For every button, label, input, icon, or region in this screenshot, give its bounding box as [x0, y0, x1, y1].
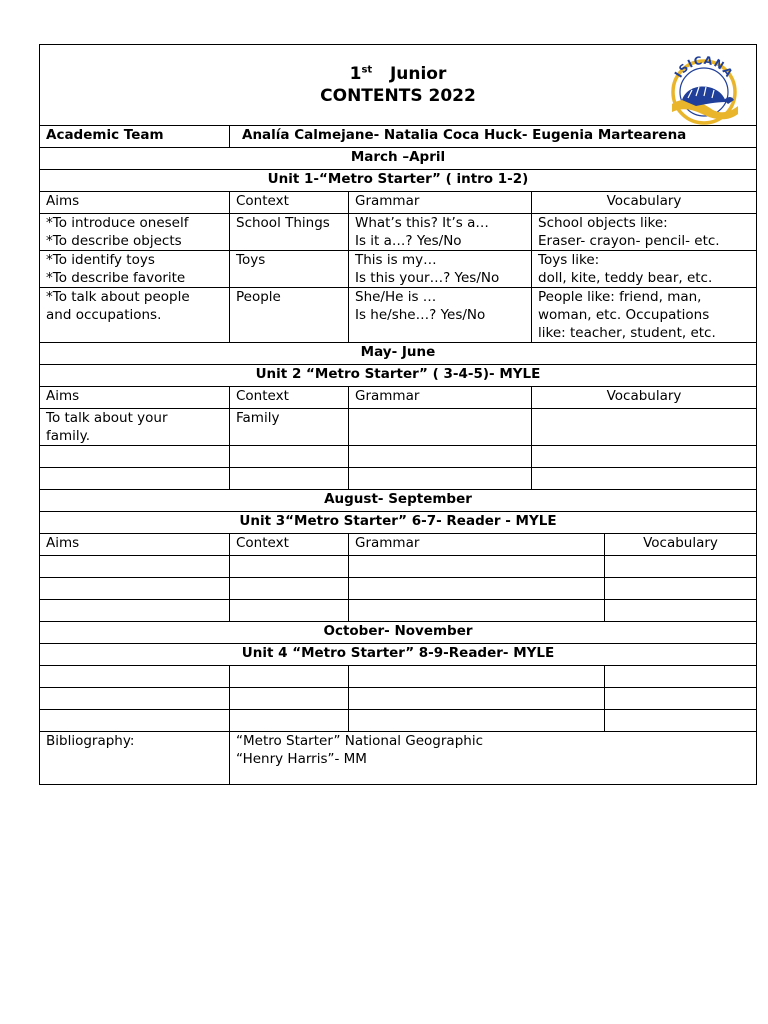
grammar-cell: What’s this? It’s a… Is it a…? Yes/No: [349, 214, 532, 251]
aims-header: Aims: [40, 534, 230, 556]
contents-document: [39, 44, 756, 785]
unit4-period-row: [40, 622, 757, 644]
aims-header: Aims: [40, 192, 230, 214]
armadillo-emblem-icon: [666, 56, 742, 126]
unit3-header-row: [40, 534, 757, 556]
context-cell: People: [230, 288, 349, 343]
bibliography-entries: “Metro Starter” National Geographic “Henry Harris”- MM: [230, 732, 757, 785]
unit2-title: Unit 2 “Metro Starter” ( 3-4-5)- MYLE: [40, 365, 757, 387]
grammar-cell: She/He is … Is he/she…? Yes/No: [349, 288, 532, 343]
context-cell: School Things: [230, 214, 349, 251]
vocabulary-header: Vocabulary: [605, 534, 757, 556]
context-header: Context: [230, 387, 349, 409]
unit2-header-row: [40, 387, 757, 409]
unit1-period-row: [40, 148, 757, 170]
bibliography-row: [40, 732, 757, 785]
unit1-title-row: [40, 170, 757, 192]
aims-cell: *To talk about people and occupations.: [40, 288, 230, 343]
unit3-empty-row: [40, 556, 757, 578]
context-header: Context: [230, 534, 349, 556]
document-header: [40, 45, 757, 126]
unit4-title-row: [40, 644, 757, 666]
unit4-empty-row: [40, 688, 757, 710]
vocabulary-cell: [532, 409, 757, 446]
academic-team-label: Academic Team: [40, 126, 230, 148]
unit4-title: Unit 4 “Metro Starter” 8-9-Reader- MYLE: [40, 644, 757, 666]
unit2-title-row: [40, 365, 757, 387]
unit2-period-row: [40, 343, 757, 365]
page-title: CONTENTS 2022: [320, 86, 476, 106]
vocabulary-cell: People like: friend, man, woman, etc. Occupations like: teacher, student, etc.: [532, 288, 757, 343]
unit3-title-row: [40, 512, 757, 534]
aims-cell: *To introduce oneself *To describe objects: [40, 214, 230, 251]
unit4-empty-row: [40, 666, 757, 688]
unit1-title: Unit 1-“Metro Starter” ( intro 1-2): [40, 170, 757, 192]
unit4-period: October- November: [40, 622, 757, 644]
unit2-row: [40, 409, 757, 446]
unit3-empty-row: [40, 600, 757, 622]
vocabulary-header: Vocabulary: [532, 192, 757, 214]
header-cell: [40, 45, 757, 126]
grammar-cell: This is my… Is this your…? Yes/No: [349, 251, 532, 288]
unit3-period: August- September: [40, 490, 757, 512]
academic-team-members: Analía Calmejane- Natalia Coca Huck- Eugenia Martearena: [230, 126, 757, 148]
unit2-empty-row: [40, 468, 757, 490]
unit3-period-row: [40, 490, 757, 512]
unit1-row: [40, 288, 757, 343]
grammar-cell: [349, 409, 532, 446]
context-cell: Toys: [230, 251, 349, 288]
context-cell: Family: [230, 409, 349, 446]
grammar-header: Grammar: [349, 387, 532, 409]
context-header: Context: [230, 192, 349, 214]
logo-text: ISICANA: [672, 56, 736, 81]
vocabulary-header: Vocabulary: [532, 387, 757, 409]
grade-title: 1st Junior: [349, 64, 447, 84]
aims-cell: To talk about your family.: [40, 409, 230, 446]
unit3-empty-row: [40, 578, 757, 600]
unit1-row: [40, 251, 757, 288]
vocabulary-cell: Toys like: doll, kite, teddy bear, etc.: [532, 251, 757, 288]
unit4-empty-row: [40, 710, 757, 732]
unit3-title: Unit 3“Metro Starter” 6-7- Reader - MYLE: [40, 512, 757, 534]
unit2-period: May- June: [40, 343, 757, 365]
unit1-header-row: [40, 192, 757, 214]
unit1-row: [40, 214, 757, 251]
aims-cell: *To identify toys *To describe favorite: [40, 251, 230, 288]
bibliography-label: Bibliography:: [40, 732, 230, 785]
vocabulary-cell: School objects like: Eraser- crayon- pencil- etc.: [532, 214, 757, 251]
unit2-empty-row: [40, 446, 757, 468]
grammar-header: Grammar: [349, 192, 532, 214]
aims-header: Aims: [40, 387, 230, 409]
grammar-header: Grammar: [349, 534, 605, 556]
unit1-period: March –April: [40, 148, 757, 170]
contents-table: [39, 44, 757, 785]
academic-team-row: [40, 126, 757, 148]
